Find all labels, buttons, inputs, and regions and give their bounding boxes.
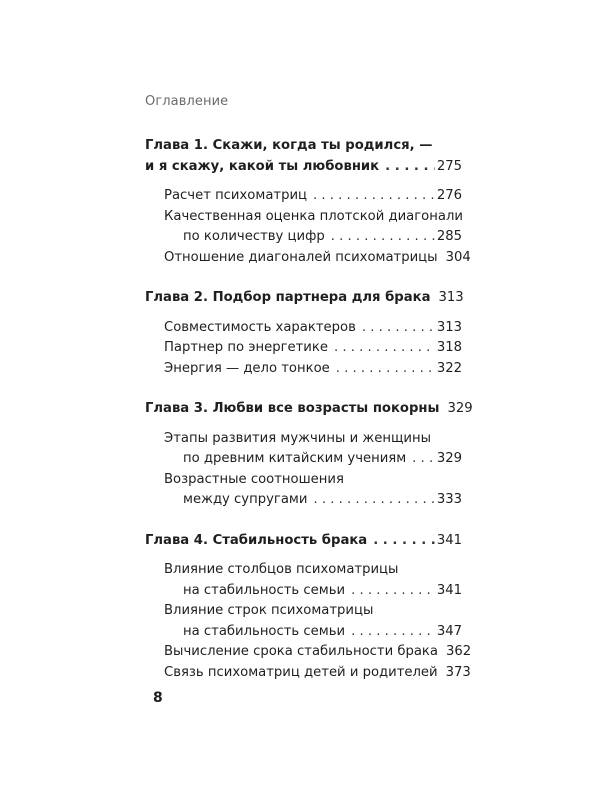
dot-leader (336, 359, 435, 380)
toc-entry-text: Глава 1. Скажи, когда ты родился, — (145, 138, 433, 153)
toc-page-number: 313 (436, 319, 462, 335)
toc-page-number: 341 (436, 582, 462, 598)
toc-chapter (145, 531, 472, 684)
toc-line (164, 642, 472, 663)
toc-page-number: 329 (436, 451, 462, 466)
toc-section (145, 429, 462, 470)
running-head: Оглавление (145, 94, 229, 109)
dot-leader (373, 531, 435, 552)
toc-line (164, 318, 462, 339)
toc-page-number: 362 (445, 644, 472, 659)
toc-line (164, 248, 471, 269)
toc-line (164, 560, 462, 581)
toc-section (145, 642, 472, 663)
toc-entry-text: Возрастные соотношения (164, 471, 344, 487)
toc-line (164, 581, 462, 602)
toc-line (164, 186, 462, 207)
chapter-title (145, 399, 473, 420)
toc-line (164, 207, 462, 228)
dot-leader (412, 449, 435, 470)
toc-entry-text: Вычисление срока стабильности брака (164, 644, 438, 659)
toc-line (145, 531, 462, 552)
dot-leader (313, 490, 434, 511)
toc-page-number: 341 (436, 532, 462, 548)
toc-page-number: 313 (438, 290, 464, 305)
toc-entry-text: Влияние столбцов психоматрицы (164, 562, 399, 577)
chapter-title (145, 288, 462, 309)
toc-page-number: 285 (436, 229, 462, 244)
toc-section (145, 663, 471, 684)
toc-chapter (145, 399, 473, 511)
chapter-title (145, 136, 462, 177)
toc-entry-text: по количеству цифр (183, 229, 325, 244)
toc-section (145, 318, 462, 339)
table-of-contents (145, 136, 473, 703)
page-number: 8 (153, 690, 163, 706)
toc-section (145, 207, 462, 248)
toc-page-number: 373 (445, 664, 471, 680)
dot-leader (362, 318, 435, 339)
toc-line (164, 601, 462, 622)
toc-line (145, 136, 462, 157)
chapter-title (145, 531, 462, 552)
toc-entry-text: на стабильность семьи (183, 582, 346, 598)
toc-page-number: 318 (436, 340, 462, 355)
toc-chapter (145, 136, 471, 268)
toc-entry-text: Этапы развития мужчины и женщины (164, 430, 432, 446)
toc-page-number: 276 (436, 188, 462, 203)
toc-line (145, 288, 462, 309)
toc-section (145, 470, 462, 511)
dot-leader (351, 581, 435, 602)
toc-line (164, 227, 462, 248)
toc-entry-text: Влияние строк психоматрицы (164, 603, 374, 618)
toc-page-number: 322 (436, 360, 462, 376)
toc-entry-text: Глава 4. Стабильность брака (145, 532, 368, 548)
toc-section (145, 560, 462, 601)
toc-entry-text: по древним китайским учениям (183, 451, 407, 466)
toc-section (145, 248, 471, 269)
toc-section (145, 601, 462, 642)
toc-entry-text: и я скажу, какой ты любовник (145, 158, 380, 174)
toc-entry-text: Глава 2. Подбор партнера для брака (145, 290, 431, 305)
toc-entry-text: между супругами (183, 492, 308, 507)
dot-leader (351, 622, 435, 643)
toc-entry-text: Отношение диагоналей психоматрицы (164, 249, 438, 265)
dot-leader (334, 338, 435, 359)
toc-page-number: 304 (445, 249, 471, 265)
toc-line (164, 429, 462, 450)
toc-line (164, 622, 462, 643)
toc-line (164, 663, 471, 684)
dot-leader (331, 227, 435, 248)
toc-line (145, 157, 462, 178)
toc-page-number: 275 (436, 158, 462, 174)
toc-line (164, 338, 462, 359)
dot-leader (385, 157, 435, 178)
toc-line (164, 359, 462, 380)
dot-leader (313, 186, 435, 207)
toc-entry-text: Глава 3. Любви все возрасты покорны (145, 401, 440, 416)
toc-entry-text: Совместимость характеров (164, 319, 356, 335)
toc-entry-text: Качественная оценка плотской диагонали (164, 208, 463, 224)
toc-chapter (145, 288, 462, 379)
toc-section (145, 359, 462, 380)
toc-entry-text: Энергия — дело тонкое (164, 360, 330, 376)
toc-page-number: 333 (436, 492, 462, 507)
toc-line (145, 399, 473, 420)
toc-entry-text: на стабильность семьи (183, 623, 346, 639)
toc-line (164, 449, 462, 470)
toc-section (145, 338, 462, 359)
toc-page-number: 329 (447, 401, 473, 416)
toc-line (164, 470, 462, 491)
toc-line (164, 490, 462, 511)
toc-entry-text: Связь психоматриц детей и родителей (164, 664, 438, 680)
toc-page-number: 347 (436, 623, 462, 639)
toc-entry-text: Партнер по энергетике (164, 340, 328, 355)
toc-section (145, 186, 462, 207)
toc-entry-text: Расчет психоматриц (164, 188, 308, 203)
